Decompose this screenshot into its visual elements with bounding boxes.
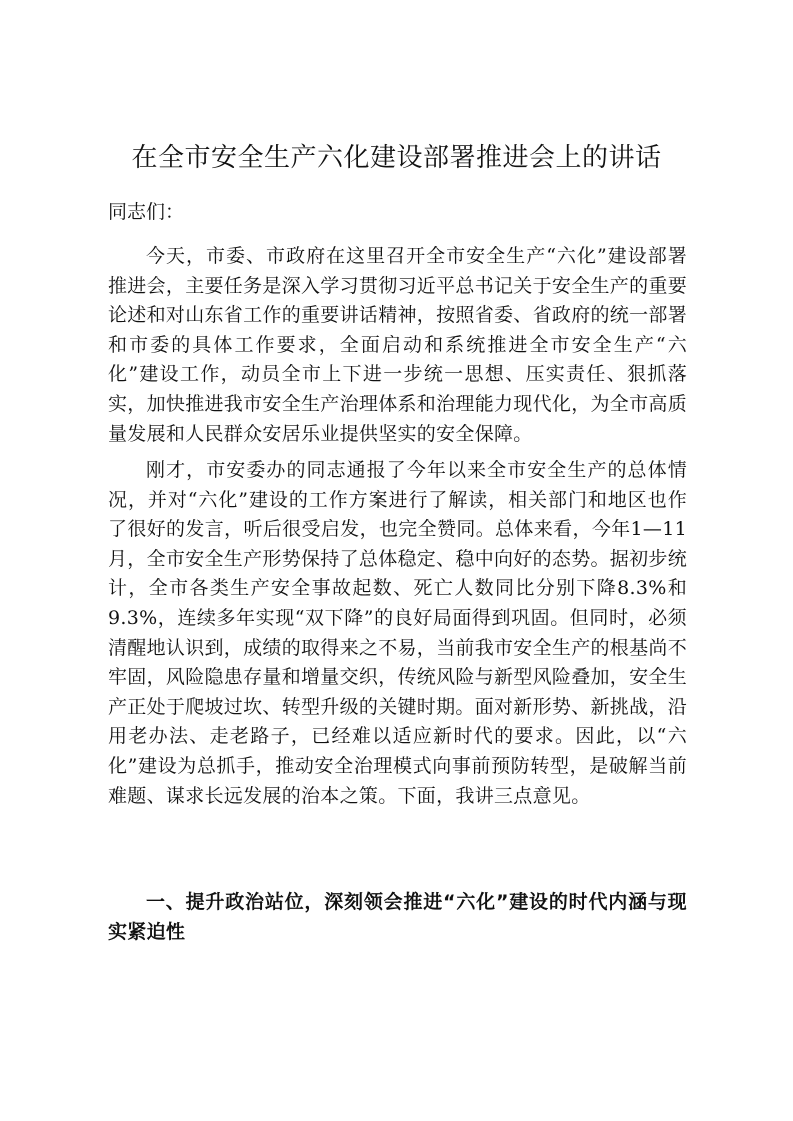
document-title: 在全市安全生产六化建设部署推进会上的讲话 [131, 143, 662, 173]
salutation: 同志们： [108, 201, 185, 223]
paragraph-opening: 今天，市委、市政府在这里召开全市安全生产“六化”建设部署推进会，主要任务是深入学习贯彻习近平总书记关于安全生产的重要论述和对山东省工作的重要讲话精神，按照省委、省政府的统一部署和市委的具体工作要求，全面启动和系统推进全市安全生产“六化”建设工作，动员全市上下进一步统一思想、压实责任、狠抓落实，加快推进我市安全生产治理体系和治理能力现代化，为全市高质量发展和人民群众安居乐业提供坚实的安全保障。 [108, 245, 688, 445]
paragraph-situation: 刚才，市安委办的同志通报了今年以来全市安全生产的总体情况，并对“六化”建设的工作方案进行了解读，相关部门和地区也作了很好的发言，听后很受启发，也完全赞同。总体来看，今年1—11月，全市安全生产形势保持了总体稳定、稳中向好的态势。据初步统计，全市各类生产安全事故起数、死亡人数同比分别下降8.3%和9.3%，连续多年实现“双下降”的良好局面得到巩固。但同时，必须清醒地认识到，成绩的取得来之不易，当前我市安全生产的根基尚不牢固，风险隐患存量和增量交织，传统风险与新型风险叠加，安全生产正处于爬坡过坎、转型升级的关键时期。面对新形势、新挑战，沿用老办法、走老路子，已经难以适应新时代的要求。因此，以“六化”建设为总抓手，推动安全治理模式向事前预防转型，是破解当前难题、谋求长远发展的治本之策。下面，我讲三点意见。 [108, 459, 688, 807]
section-heading-one: 一、提升政治站位，深刻领会推进“六化”建设的时代内涵与现实紧迫性 [108, 891, 687, 943]
